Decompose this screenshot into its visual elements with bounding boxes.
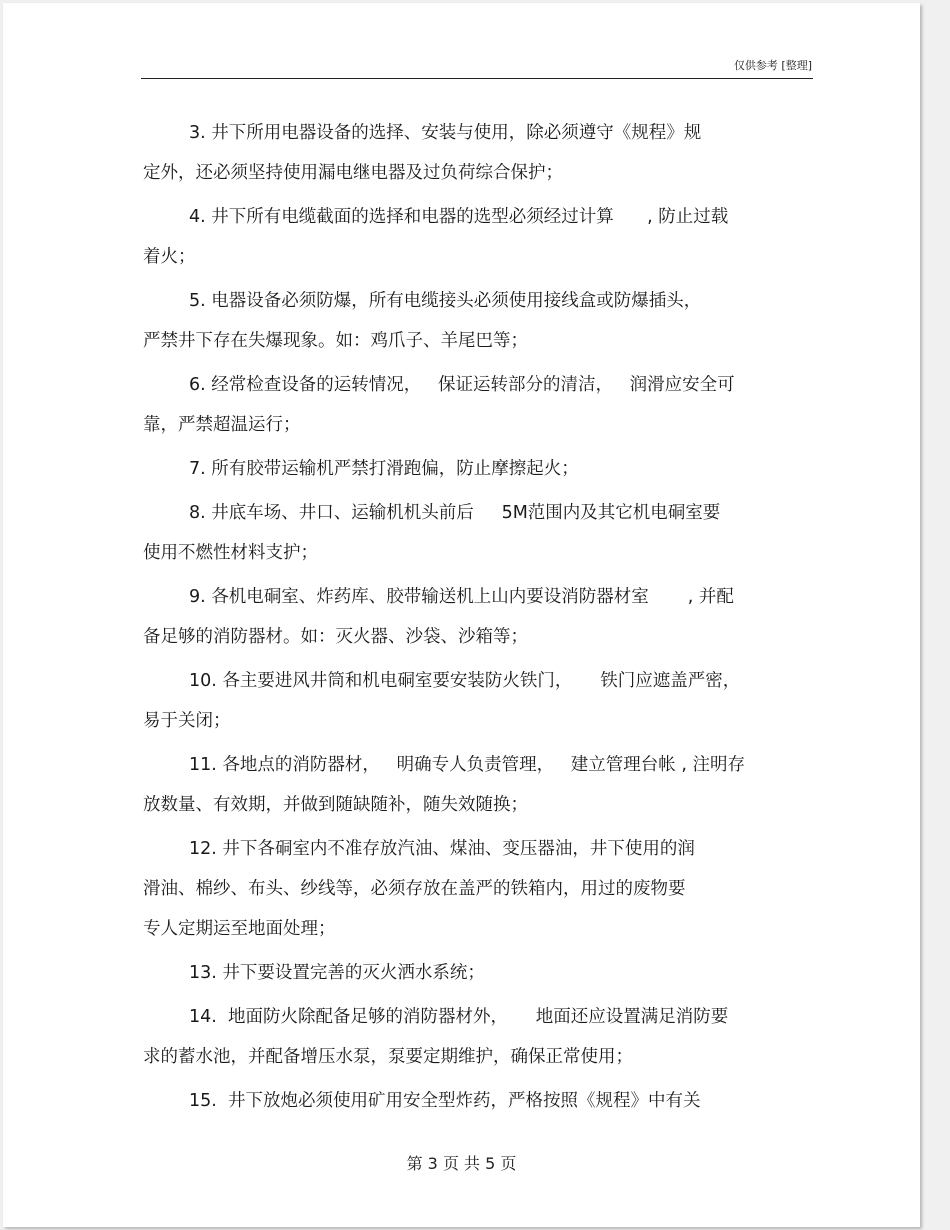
paragraph	[143, 1081, 815, 1121]
paragraph	[143, 365, 815, 445]
document-body	[143, 113, 815, 1125]
paragraph	[143, 449, 815, 489]
paragraph-line: 11. 各地点的消防器材， 明确专人负责管理， 建立管理台帐 , 注明存	[189, 755, 745, 775]
document-page	[3, 3, 920, 1227]
paragraph-line: 严禁井下存在失爆现象。如：鸡爪子、羊尾巴等；	[143, 331, 528, 351]
page-number: 第 3 页 共 5 页	[406, 1154, 517, 1173]
header-note: 仅供参考 [整理]	[733, 59, 812, 72]
paragraph	[143, 953, 815, 993]
paragraph	[143, 745, 815, 825]
paragraph-line: 易于关闭；	[143, 711, 231, 731]
paragraph-line: 7. 所有胶带运输机严禁打滑跑偏，防止摩擦起火；	[189, 459, 579, 479]
paragraph-line: 8. 井底车场、井口、运输机机头前后 5M范围内及其它机电硐室要	[189, 503, 721, 523]
paragraph-line: 滑油、棉纱、布头、纱线等，必须存放在盖严的铁箱内，用过的废物要	[143, 879, 686, 899]
paragraph-line: 专人定期运至地面处理；	[143, 919, 336, 939]
paragraph-line: 15. 井下放炮必须使用矿用安全型炸药，严格按照《规程》中有关	[189, 1091, 701, 1111]
paragraph-line: 5. 电器设备必须防爆，所有电缆接头必须使用接线盒或防爆插头，	[189, 291, 702, 311]
paragraph-line: 定外，还必须坚持使用漏电继电器及过负荷综合保护；	[143, 163, 563, 183]
paragraph-line: 6. 经常检查设备的运转情况， 保证运转部分的清洁， 润滑应安全可	[189, 375, 735, 395]
paragraph-line: 9. 各机电硐室、炸药库、胶带输送机上山内要设消防器材室 , 并配	[189, 587, 734, 607]
paragraph	[143, 661, 815, 741]
paragraph-line: 着火；	[143, 247, 196, 267]
paragraph	[143, 281, 815, 361]
paragraph-line: 4. 井下所有电缆截面的选择和电器的选型必须经过计算 , 防止过载	[189, 207, 729, 227]
paragraph	[143, 197, 815, 277]
paragraph-line: 使用不燃性材料支护；	[143, 543, 318, 563]
paragraph	[143, 997, 815, 1077]
paragraph-line: 备足够的消防器材。如：灭火器、沙袋、沙箱等；	[143, 627, 528, 647]
paragraph-line: 3. 井下所用电器设备的选择、安装与使用，除必须遵守《规程》规	[189, 123, 702, 143]
paragraph-line: 10. 各主要进风井筒和机电硐室要安装防火铁门， 铁门应遮盖严密，	[189, 671, 741, 691]
paragraph-line: 14. 地面防火除配备足够的消防器材外， 地面还应设置满足消防要	[189, 1007, 729, 1027]
paragraph-line: 求的蓄水池，并配备增压水泵，泵要定期维护，确保正常使用；	[143, 1047, 633, 1067]
paragraph-line: 靠，严禁超温运行；	[143, 415, 301, 435]
paragraph	[143, 829, 815, 949]
paragraph-line: 13. 井下要设置完善的灭火洒水系统；	[189, 963, 485, 983]
header-divider	[141, 78, 813, 79]
paragraph-line: 放数量、有效期，并做到随缺随补，随失效随换；	[143, 795, 528, 815]
paragraph	[143, 493, 815, 573]
paragraph	[143, 577, 815, 657]
paragraph	[143, 113, 815, 193]
paragraph-line: 12. 井下各硐室内不准存放汽油、煤油、变压器油，井下使用的润	[189, 839, 695, 859]
